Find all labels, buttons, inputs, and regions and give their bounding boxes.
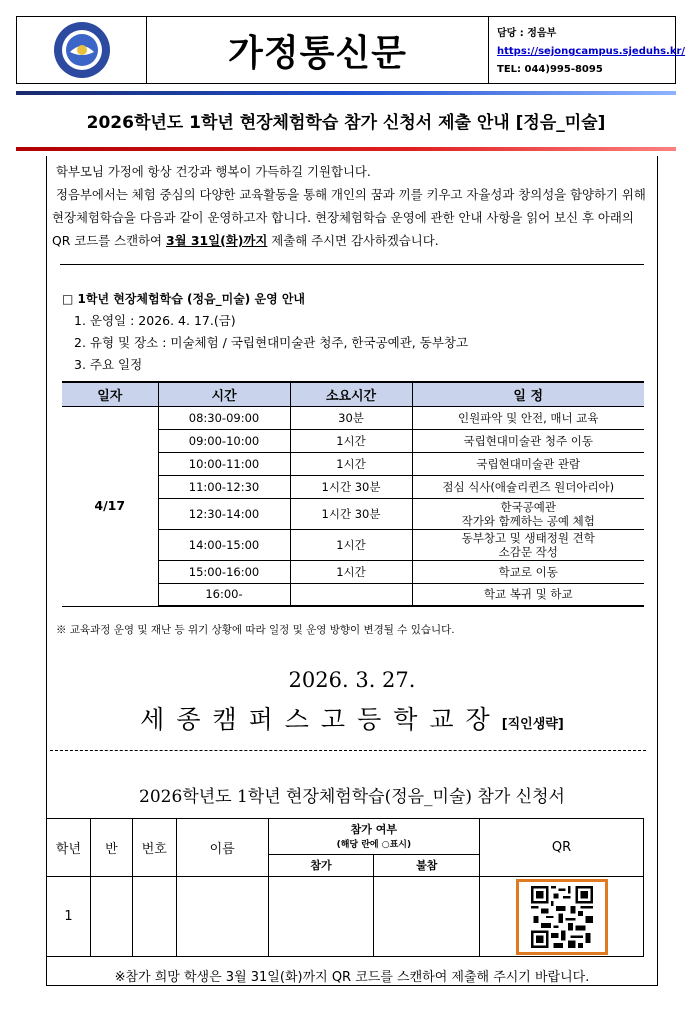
schedule-time: 14:00-15:00 [158,529,290,560]
program-info [62,288,468,376]
form-class-cell[interactable] [90,877,132,957]
program-place: 2. 유형 및 장소 : 미술체험 / 국립현대미술관 청주, 한국공예관, 동부창고 [74,335,469,350]
form-grade-value: 1 [47,877,91,957]
schedule-header-plan: 일 정 [412,382,644,406]
intro-para-before: 정음부에서는 체험 중심의 다양한 교육활동을 통해 개인의 꿈과 끼를 키우고 자율성과 창의성을 함양하기 위해 현장체험학습을 다음과 같이 운영하고자 합니다. 현장체험학습 운영에 관한 안내 사항을 읽어 보신 후 아래의 QR 코드를 스캔하여 [52,187,646,248]
form-number-cell[interactable] [132,877,176,957]
form-attend-cell[interactable] [268,877,374,957]
form-name-cell[interactable] [176,877,268,957]
seal-note: [직인생략] [501,717,564,732]
form-header-participation [268,819,480,855]
footer-note: ※참가 희망 학생은 3월 31일(화)까지 QR 코드를 스캔하여 제출해 주시기 바랍니다. [114,970,590,985]
intro-para-after: 제출해 주시면 감사하겠습니다. [267,233,439,248]
intro-deadline: 3월 31일(화)까지 [165,233,268,248]
form-header-class: 반 [90,819,132,877]
schedule-plan-line2: 소감문 작성 [498,544,558,559]
form-header-name: 이름 [176,819,268,877]
contact-info [489,17,686,83]
schedule-plan: 국립현대미술관 관람 [412,452,644,475]
schedule-date: 4/17 [62,406,158,606]
red-divider [16,147,676,151]
header-box [16,16,686,84]
schedule-duration: 1시간 [290,452,412,475]
schedule-duration: 1시간 30분 [290,475,412,498]
schedule-header-duration: 소요시간 [290,382,412,406]
schedule-time: 08:30-09:00 [158,406,290,429]
principal-signature [46,700,658,736]
section-divider [60,264,644,265]
table-row [62,406,644,429]
form-header-attend: 참가 [268,855,374,877]
schedule-time: 10:00-11:00 [158,452,290,475]
form-header-number: 번호 [132,819,176,877]
form-header-grade: 학년 [47,819,91,877]
schedule-header-row [62,382,644,406]
form-entry-row [47,877,644,957]
schedule-time: 15:00-16:00 [158,560,290,583]
schedule-plan: 인원파악 및 안전, 매너 교육 [412,406,644,429]
schedule-header-time: 시간 [158,382,290,406]
contact-person: 담당 : 정음부 [497,28,557,39]
intro-greeting: 학부모님 가정에 항상 건강과 행복이 가득하길 기원합니다. [56,164,371,179]
form-header-row [47,819,644,855]
qr-code-graphic [523,886,601,948]
blue-divider [16,91,676,95]
schedule-plan-line1: 한국공예관 [500,499,557,514]
document-title: 2026학년도 1학년 현장체험학습 참가 신청서 제출 안내 [정음_미술] [86,112,606,133]
schedule-time: 09:00-10:00 [158,429,290,452]
program-schedule-label: 3. 주요 일정 [74,357,143,372]
schedule-plan: 국립현대미술관 청주 이동 [412,429,644,452]
program-date: 1. 운영일 : 2026. 4. 17.(금) [74,313,236,328]
schedule-plan: 학교로 이동 [412,560,644,583]
school-logo-icon [52,20,112,80]
schedule-duration: 1시간 [290,429,412,452]
schedule-plan [412,529,644,560]
schedule-plan: 학교 복귀 및 하교 [412,583,644,606]
schedule-duration: 1시간 [290,560,412,583]
program-info-title: □ 1학년 현장체험학습 (정음_미술) 운영 안내 [62,292,306,306]
schedule-duration: 30분 [290,406,412,429]
title-cell [147,17,489,83]
schedule-plan: 점심 식사(애슐리퀸즈 원더아리아) [412,475,644,498]
schedule-duration: 1시간 [290,529,412,560]
principal-name: 세종캠퍼스고등학교장 [140,705,502,734]
schedule-time: 16:00- [158,583,290,606]
form-title: 2026학년도 1학년 현장체험학습(정음_미술) 참가 신청서 [139,787,565,807]
schedule-time: 12:30-14:00 [158,498,290,529]
participation-hint: (해당 란에 ○표시) [336,840,412,850]
schedule-duration: 1시간 30분 [290,498,412,529]
participation-label: 참가 여부 [350,823,398,836]
qr-code-icon[interactable] [516,879,608,955]
form-header-absent: 불참 [374,855,480,877]
form-header-qr: QR [480,819,644,877]
schedule-plan-line2: 작가와 함께하는 공예 체험 [461,513,595,528]
application-form-table [46,818,644,957]
cut-line [50,750,646,751]
schedule-header-date: 일자 [62,382,158,406]
form-absent-cell[interactable] [374,877,480,957]
schedule-plan [412,498,644,529]
schedule-duration [290,583,412,606]
intro-paragraph [52,183,652,252]
school-url-link[interactable]: https://sejongcampus.sjeduhs.kr/ [497,46,686,57]
logo-cell [17,17,147,83]
schedule-plan-line1: 동부창고 및 생태정원 견학 [461,530,595,545]
contact-tel: TEL: 044)995-8095 [497,64,603,75]
newsletter-title: 가정통신문 [228,32,407,74]
schedule-note: ※ 교육과정 운영 및 재난 등 위기 상황에 따라 일정 및 운영 방향이 변경될 수 있습니다. [56,624,455,636]
intro-text [46,160,658,252]
form-qr-cell [480,877,644,957]
schedule-table [62,381,644,607]
schedule-time: 11:00-12:30 [158,475,290,498]
issue-date: 2026. 3. 27. [288,668,416,692]
